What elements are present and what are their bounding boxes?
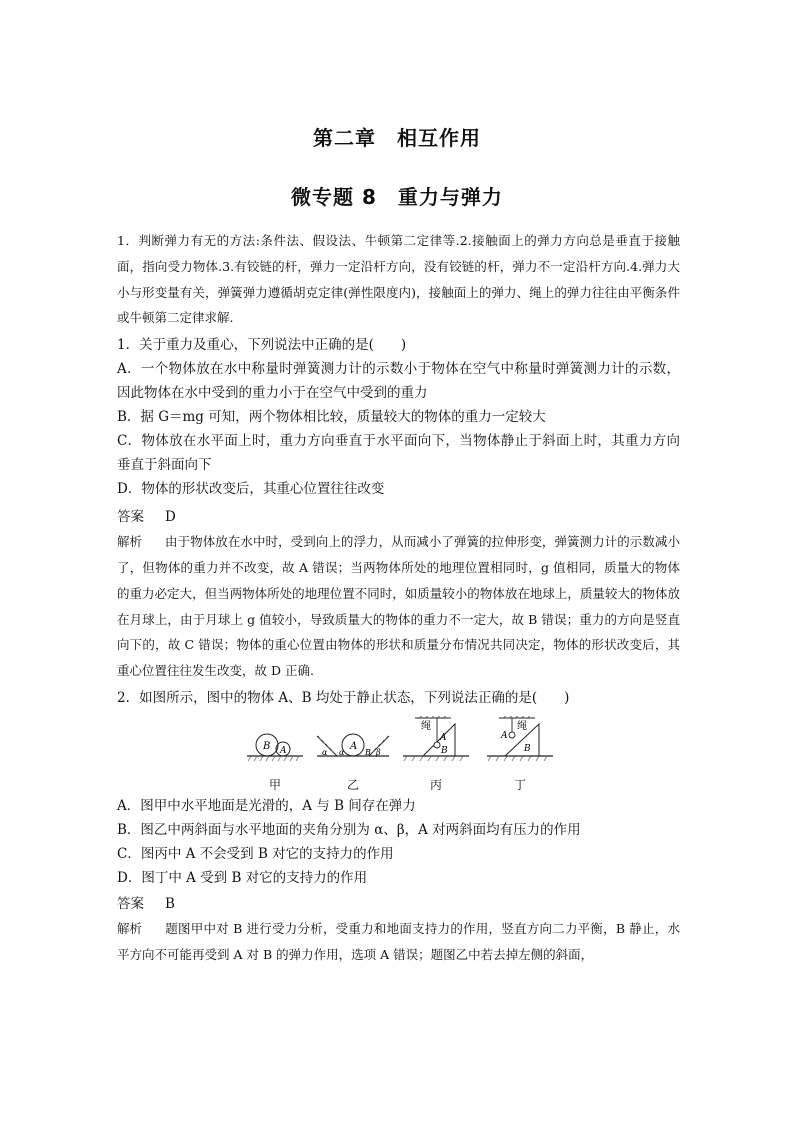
answer-label: 答案 (117, 509, 144, 526)
question-1-option-c: C．物体放在水平面上时，重力方向垂直于水平面向下，当物体静止于斜面上时，其重力方向垂直于斜面向下 (117, 433, 680, 474)
jia-label-b: B (263, 740, 271, 752)
question-2-analysis (117, 916, 680, 968)
analysis-label: 解析 (117, 534, 143, 550)
figure-yi-drawing (313, 716, 393, 774)
caption-bing: 丙 (429, 777, 442, 792)
figure-bing (401, 716, 471, 793)
yi-label-alpha: α (322, 747, 328, 757)
svg-text:α: α (339, 747, 345, 757)
yi-label-b: B (365, 747, 371, 757)
question-2-option-a: A．图甲中水平地面是光滑的，A 与 B 间存在弹力 (117, 797, 416, 814)
bing-label-rope: 绳 (421, 720, 431, 732)
caption-jia: 甲 (268, 777, 281, 792)
topic-title: 微专题 8 重力与弹力 (291, 185, 503, 209)
answer-label: 答案 (117, 895, 144, 912)
figure-jia-drawing (245, 716, 305, 774)
answer-value: B (165, 895, 175, 912)
figure-ding-drawing (485, 716, 555, 774)
ding-label-a: A (501, 730, 508, 741)
intro-paragraph: 1．判断弹力有无的方法:条件法、假设法、牛顿第二定律等.2.接触面上的弹力方向总是垂直于接触面，指向受力物体.3.有铰链的杆，弹力一定沿杆方向，没有铰链的杆，弹力不一定沿杆方向.4.弹力大小与形变量有关，弹簧弹力遵循胡克定律(弹性限度内)，接触面上的弹力、绳上的弹力往往由平衡条件或牛顿第二定律求解. (117, 233, 680, 326)
content (117, 228, 680, 968)
bing-label-a: A (440, 732, 447, 743)
ding-label-rope: 绳 (517, 720, 527, 732)
question-2-option-d: D．图丁中 A 受到 B 对它的支持力的作用 (117, 869, 368, 886)
question-2-stem: 2．如图所示，图中的物体 A、B 均处于静止状态，下列说法正确的是( ) (117, 689, 570, 706)
question-2-option-b: B．图乙中两斜面与水平地面的夹角分别为 α、β，A 对两斜面均有压力的作用 (117, 821, 581, 838)
figure-bing-drawing (401, 716, 471, 774)
figure-row (117, 716, 680, 790)
figure-ding (485, 716, 555, 793)
question-2-answer (117, 892, 680, 916)
question-1-answer (117, 505, 680, 529)
ding-label-b: B (524, 743, 531, 754)
analysis-label: 解析 (117, 920, 143, 936)
analysis-text: 题图甲中对 B 进行受力分析，受重力和地面支持力的作用，竖直方向二力平衡，B 静止，水平方向不可能再受到 A 对 B 的弹力作用，选项 A 错误；题图乙中若去掉左侧的斜面， (117, 920, 680, 962)
yi-label-a: A (350, 740, 358, 752)
figure-jia (245, 716, 305, 793)
answer-value: D (165, 509, 176, 526)
bing-label-b: B (441, 745, 448, 756)
caption-ding: 丁 (513, 777, 526, 792)
question-1-option-a: A．一个物体放在水中称量时弹簧测力计的示数小于物体在空气中称量时弹簧测力计的示数，因此物体在水中受到的重力小于在空气中受到的重力 (117, 361, 680, 402)
question-2-option-c: C．图丙中 A 不会受到 B 对它的支持力的作用 (117, 845, 394, 862)
caption-yi: 乙 (346, 777, 359, 792)
question-1-analysis (117, 529, 680, 684)
yi-label-beta: β (376, 747, 381, 757)
analysis-text: 由于物体放在水中时，受到向上的浮力，从而减小了弹簧的拉伸形变，弹簧测力计的示数减小了，但物体的重力并不改变，故 A 错误；当两物体所处的地理位置相同时，g 值相同，质量大的物体的重力必定大，但当两物体所处的地理位置不同时，如质量较小的物体放在地球上，质量较大的物体放在月球上，由于月球上 g 值较小，导致质量大的物体的重力不一定大，故 B 错误；重力的方向是竖直向下的，故 C 错误；物体的重心位置由物体的形状和质量分布情况共同决定，物体的形状改变后，其重心位置往往发生改变，故 D 正确. (117, 534, 680, 679)
jia-label-a: A (280, 745, 287, 756)
question-1-option-d: D．物体的形状改变后，其重心位置往往改变 (117, 481, 385, 498)
figure-yi (313, 716, 393, 793)
chapter-title: 第二章 相互作用 (313, 126, 481, 150)
question-1-option-b: B．据 G＝mg 可知，两个物体相比较，质量较大的物体的重力一定较大 (117, 409, 546, 426)
question-1-stem: 1．关于重力及重心，下列说法中正确的是( ) (117, 337, 407, 354)
